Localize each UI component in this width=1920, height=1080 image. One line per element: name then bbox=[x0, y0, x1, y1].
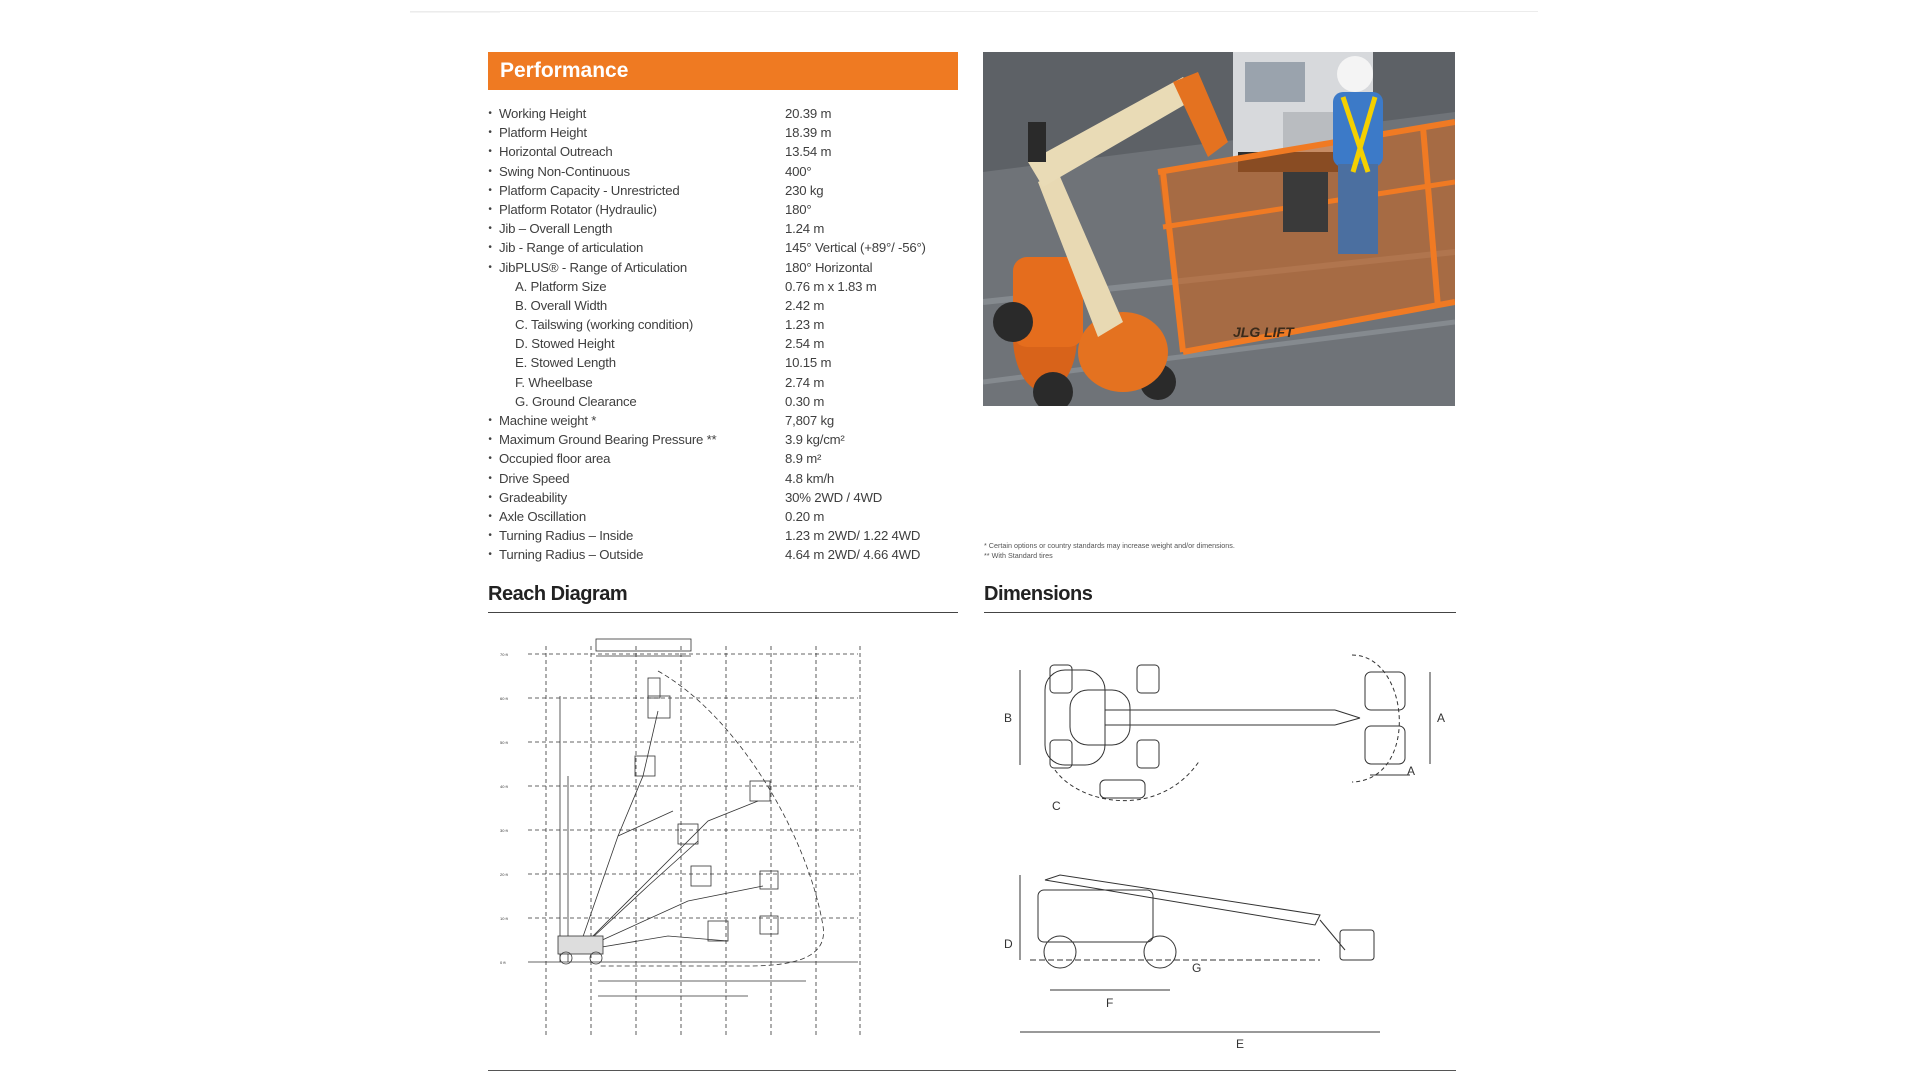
spec-label: Gradeability bbox=[499, 489, 567, 505]
dim-label-a-bottom: A bbox=[1407, 764, 1416, 778]
spec-label: A. Platform Size bbox=[515, 278, 607, 294]
dim-label-c: C bbox=[1052, 799, 1061, 813]
svg-text:0 ft: 0 ft bbox=[500, 960, 506, 965]
spec-value: 30% 2WD / 4WD bbox=[785, 489, 883, 505]
spec-row bbox=[486, 392, 966, 411]
spec-value: 18.39 m bbox=[785, 125, 832, 141]
dim-label-e: E bbox=[1236, 1037, 1245, 1050]
spec-row bbox=[486, 334, 966, 353]
spec-label: Swing Non-Continuous bbox=[499, 163, 630, 179]
spec-row bbox=[486, 507, 966, 526]
dimensions-drawing bbox=[990, 630, 1460, 1050]
spec-value: 4.8 km/h bbox=[785, 470, 834, 486]
top-divider-accent bbox=[410, 12, 500, 13]
spec-value: 8.9 m² bbox=[785, 451, 822, 467]
spec-row bbox=[486, 353, 966, 372]
spec-row bbox=[486, 162, 966, 181]
spec-row bbox=[486, 411, 966, 430]
dimensions-diagram bbox=[990, 630, 1460, 1050]
spec-label: Working Height bbox=[499, 106, 587, 121]
bottom-divider bbox=[488, 1070, 1456, 1071]
spec-value: 145° Vertical (+89°/ -56°) bbox=[785, 240, 926, 256]
bullet-icon: • bbox=[488, 165, 492, 177]
spec-row bbox=[486, 449, 966, 468]
svg-text:40 ft: 40 ft bbox=[500, 784, 508, 789]
spec-value: 0.30 m bbox=[785, 393, 825, 409]
spec-row bbox=[486, 277, 966, 296]
spec-label: Platform Capacity - Unrestricted bbox=[499, 182, 680, 198]
spec-label: Jib – Overall Length bbox=[499, 221, 613, 237]
dim-label-f: F bbox=[1106, 996, 1114, 1010]
spec-value: 1.23 m 2WD/ 1.22 4WD bbox=[785, 528, 921, 544]
bullet-icon: • bbox=[488, 434, 492, 446]
svg-text:50 ft: 50 ft bbox=[500, 740, 508, 745]
spec-row bbox=[486, 142, 966, 161]
top-divider bbox=[410, 11, 1538, 12]
spec-row bbox=[486, 488, 966, 507]
reach-diagram bbox=[498, 636, 868, 1056]
spec-label: G. Ground Clearance bbox=[515, 393, 637, 409]
spec-label: F. Wheelbase bbox=[515, 374, 593, 390]
spec-value: 3.9 kg/cm² bbox=[785, 432, 845, 448]
spec-value: 1.23 m bbox=[785, 317, 825, 333]
spec-row bbox=[486, 373, 966, 392]
spec-value: 230 kg bbox=[785, 182, 824, 198]
bullet-icon: • bbox=[488, 184, 492, 196]
bullet-icon: • bbox=[488, 530, 492, 542]
spec-label: Machine weight * bbox=[499, 413, 597, 428]
spec-value: 180° bbox=[785, 201, 812, 217]
spec-value: 7,807 kg bbox=[785, 413, 834, 428]
spec-label: Turning Radius – Outside bbox=[499, 547, 644, 563]
spec-value: 20.39 m bbox=[785, 106, 832, 121]
spec-value: 400° bbox=[785, 163, 812, 179]
spec-label: B. Overall Width bbox=[515, 297, 608, 313]
spec-row bbox=[486, 123, 966, 142]
spec-value: 2.54 m bbox=[785, 336, 825, 352]
spec-row bbox=[486, 430, 966, 449]
bullet-icon: • bbox=[488, 108, 492, 119]
spec-row bbox=[486, 238, 966, 257]
bullet-icon: • bbox=[488, 261, 492, 273]
dim-label-b: B bbox=[1004, 711, 1013, 725]
dimensions-rule bbox=[984, 612, 1456, 613]
dim-label-d: D bbox=[1004, 937, 1013, 951]
bullet-icon: • bbox=[488, 415, 492, 426]
bullet-icon: • bbox=[488, 127, 492, 139]
spec-label: Turning Radius – Inside bbox=[499, 528, 634, 544]
spec-value: 2.74 m bbox=[785, 374, 825, 390]
bullet-icon: • bbox=[488, 453, 492, 465]
spec-value: 0.76 m x 1.83 m bbox=[785, 278, 877, 294]
boom-lift-photo-illustration bbox=[983, 52, 1455, 406]
spec-value: 4.64 m 2WD/ 4.66 4WD bbox=[785, 547, 921, 563]
svg-text:20 ft: 20 ft bbox=[500, 872, 508, 877]
photo-brand-text: JLG LIFT bbox=[1233, 324, 1294, 340]
spec-label: C. Tailswing (working condition) bbox=[515, 317, 694, 333]
spec-label: Jib - Range of articulation bbox=[499, 240, 644, 256]
spec-label: JibPLUS® - Range of Articulation bbox=[499, 259, 688, 275]
spec-value: 180° Horizontal bbox=[785, 259, 873, 275]
spec-label: D. Stowed Height bbox=[515, 336, 615, 352]
bullet-icon: • bbox=[488, 146, 492, 158]
svg-text:60 ft: 60 ft bbox=[500, 696, 508, 701]
bullet-icon: • bbox=[488, 203, 492, 215]
spec-value: 1.24 m bbox=[785, 221, 825, 237]
spec-row bbox=[486, 296, 966, 315]
bullet-icon: • bbox=[488, 472, 492, 484]
spec-row bbox=[486, 258, 966, 277]
spec-row bbox=[486, 200, 966, 219]
spec-label: Platform Rotator (Hydraulic) bbox=[499, 201, 657, 217]
svg-text:10 ft: 10 ft bbox=[500, 916, 508, 921]
performance-spec-list bbox=[486, 104, 966, 565]
footnotes bbox=[984, 541, 1235, 561]
footnote-1: * Certain options or country standards may increase weight and/or dimensions. bbox=[984, 541, 1235, 550]
svg-text:70 ft: 70 ft bbox=[500, 652, 508, 657]
bullet-icon: • bbox=[488, 223, 492, 235]
bullet-icon: • bbox=[488, 549, 492, 561]
spec-label: Drive Speed bbox=[499, 470, 570, 486]
spec-label: Platform Height bbox=[499, 125, 587, 141]
spec-row bbox=[486, 315, 966, 334]
footnote-2: ** With Standard tires bbox=[984, 551, 1053, 560]
spec-label: Axle Oscillation bbox=[499, 508, 586, 524]
bullet-icon: • bbox=[488, 510, 492, 522]
dim-label-a-top: A bbox=[1437, 711, 1446, 725]
spec-label: Horizontal Outreach bbox=[499, 144, 613, 160]
svg-text:30 ft: 30 ft bbox=[500, 828, 508, 833]
dim-label-g: G bbox=[1192, 961, 1202, 975]
spec-row bbox=[486, 526, 966, 545]
reach-diagram-rule bbox=[488, 612, 958, 613]
spec-row bbox=[486, 545, 966, 564]
reach-diagram-title: Reach Diagram bbox=[488, 583, 628, 605]
spec-value: 0.20 m bbox=[785, 508, 825, 524]
spec-value: 2.42 m bbox=[785, 297, 825, 313]
spec-value: 13.54 m bbox=[785, 144, 832, 160]
spec-label: Maximum Ground Bearing Pressure ** bbox=[499, 432, 717, 448]
spec-value: 10.15 m bbox=[785, 355, 832, 371]
dimensions-title: Dimensions bbox=[984, 583, 1093, 605]
bullet-icon: • bbox=[488, 491, 492, 503]
spec-row bbox=[486, 104, 966, 123]
performance-header: Performance bbox=[488, 52, 958, 90]
bullet-icon: • bbox=[488, 242, 492, 254]
spec-label: E. Stowed Length bbox=[515, 355, 616, 371]
spec-row bbox=[486, 469, 966, 488]
machine-photo bbox=[983, 52, 1455, 406]
spec-row bbox=[486, 219, 966, 238]
spec-label: Occupied floor area bbox=[499, 451, 611, 467]
reach-diagram-drawing bbox=[498, 636, 868, 1056]
spec-row bbox=[486, 181, 966, 200]
